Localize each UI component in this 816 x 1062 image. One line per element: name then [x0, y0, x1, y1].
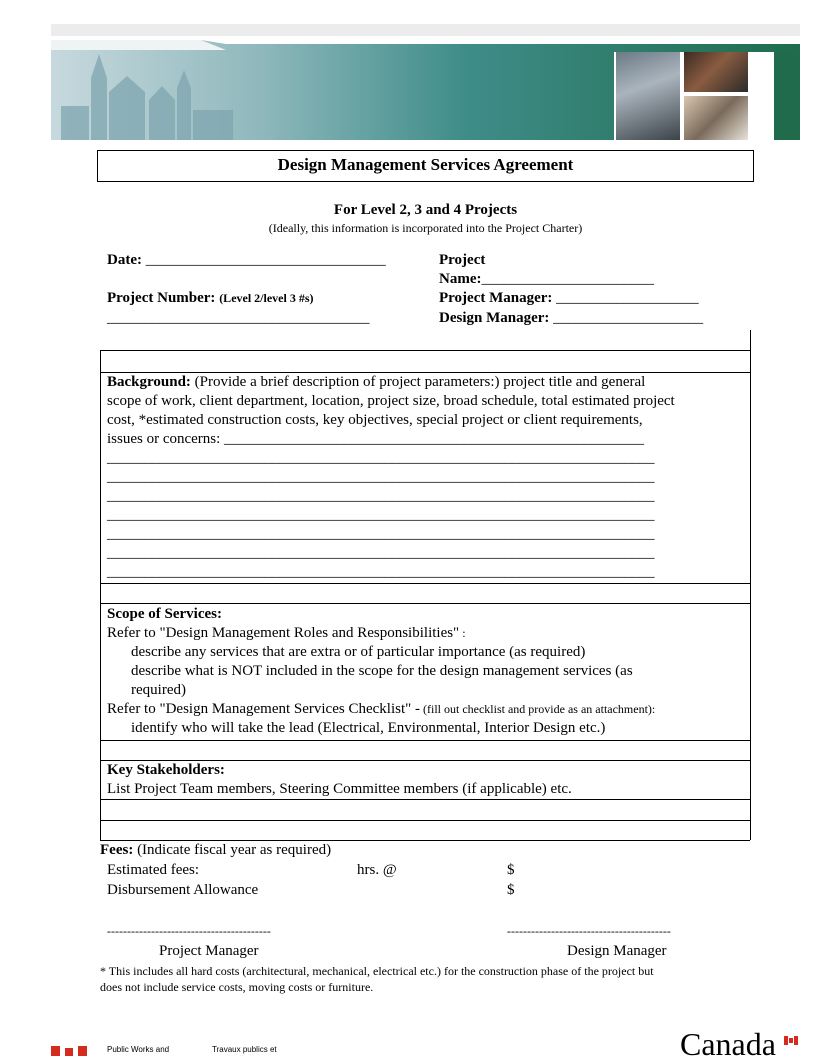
date-field[interactable]: ________________________________ — [145, 252, 386, 268]
calculator-photo — [616, 52, 680, 140]
scope-reference-1: Refer to "Design Management Roles and Responsibilities" — [107, 625, 460, 641]
scope-heading: Scope of Services: — [107, 606, 222, 622]
document-title: Design Management Services Agreement — [277, 155, 574, 174]
signature-line-design-manager[interactable]: ----------------------------------------- — [507, 924, 671, 938]
project-number-note: (Level 2/level 3 #s) — [219, 291, 314, 305]
background-blank-line[interactable]: _________________________________________________________________________ — [107, 450, 655, 466]
background-blank-line[interactable]: _________________________________________________________________________ — [107, 507, 655, 523]
stakeholders-heading: Key Stakeholders: — [107, 762, 225, 778]
scope-item-1: describe any services that are extra or of particular importance (as required) — [131, 644, 586, 660]
header-banner — [51, 24, 800, 140]
photo-collage — [614, 52, 800, 140]
project-name-field[interactable]: _______________________ — [481, 271, 654, 287]
footnote: * This includes all hard costs (architectural, mechanical, electrical etc.) for the construction phase of the project but does not include service costs, moving costs or furniture. — [100, 964, 654, 994]
background-blank-line[interactable]: _________________________________________________________________________ — [107, 488, 655, 504]
project-number-label: Project Number: — [107, 290, 216, 306]
fees-note: (Indicate fiscal year as required) — [133, 842, 332, 858]
estimated-fees-label: Estimated fees: — [107, 862, 200, 878]
scope-item-2-cont: required) — [131, 682, 186, 698]
background-heading: Background: — [107, 374, 191, 390]
background-text-3: cost, *estimated construction costs, key objectives, special project or client requirements, — [107, 412, 643, 428]
parliament-illustration — [51, 40, 251, 140]
project-label: Project — [439, 252, 486, 268]
canada-wordmark: Canada — [680, 1026, 776, 1062]
canada-flag-icon — [51, 1046, 87, 1056]
background-text-4[interactable]: issues or concerns: ________________________________________________________ — [107, 431, 645, 447]
signature-label-project-manager: Project Manager — [159, 943, 259, 959]
department-name-en: Public Works and — [107, 1045, 170, 1054]
background-blank-line[interactable]: _________________________________________________________________________ — [107, 526, 655, 542]
stakeholders-section — [107, 761, 747, 799]
background-text-2: scope of work, client department, location, project size, broad schedule, total estimated project — [107, 393, 675, 409]
scope-section: Scope of Services: Refer to "Design Management Roles and Responsibilities" : describe any services that are extra or of particular importance (as required) describe what is NOT included in the scope for the design management services (as required) Refer to "Design Management Services Checklist" - (fill out checklist and provide as an attachment): identify who will take the lead (Electrical, Environmental, Interior Design etc.) — [107, 605, 747, 738]
meeting-photo — [684, 96, 748, 140]
project-manager-label: Project Manager: — [439, 290, 553, 306]
background-blank-line[interactable]: _________________________________________________________________________ — [107, 469, 655, 485]
table-border-right — [750, 330, 751, 840]
scope-item-3: identify who will take the lead (Electrical, Environmental, Interior Design etc.) — [131, 720, 606, 736]
background-blank-line[interactable]: _________________________________________________________________________ — [107, 564, 655, 580]
stakeholders-text: List Project Team members, Steering Committee members (if applicable) etc. — [107, 781, 572, 797]
woman-at-desk-photo — [684, 52, 748, 92]
fees-heading: Fees: — [100, 842, 134, 858]
background-section — [107, 373, 747, 582]
document-subtitle: For Level 2, 3 and 4 Projects — [333, 202, 518, 218]
project-manager-field[interactable]: ___________________ — [556, 290, 699, 306]
wordmark-flag-icon — [784, 1036, 798, 1045]
table-border-left — [100, 350, 101, 840]
disbursement-label: Disbursement Allowance — [107, 882, 259, 898]
document-subnote: (Ideally, this information is incorporated into the Project Charter) — [268, 221, 583, 235]
background-text-1: (Provide a brief description of project parameters:) project title and general — [190, 374, 646, 390]
department-name-fr: Travaux publics et — [212, 1045, 277, 1054]
disbursement-dollar: $ — [507, 882, 515, 898]
hrs-rate-label: hrs. @ — [357, 862, 397, 878]
scope-reference-2: Refer to "Design Management Services Checklist" - — [107, 701, 420, 717]
design-manager-label: Design Manager: — [439, 310, 550, 326]
background-blank-line[interactable]: _________________________________________________________________________ — [107, 545, 655, 561]
date-label: Date: — [107, 252, 142, 268]
scope-item-2: describe what is NOT included in the scope for the design management services (as — [131, 663, 633, 679]
project-name-label: Name: — [439, 271, 482, 287]
signature-label-design-manager: Design Manager — [567, 943, 667, 959]
project-number-field[interactable]: ___________________________________ — [107, 310, 370, 326]
design-manager-field[interactable]: ____________________ — [553, 310, 704, 326]
estimated-fees-dollar: $ — [507, 862, 515, 878]
signature-line-project-manager[interactable]: ----------------------------------------- — [107, 924, 271, 938]
